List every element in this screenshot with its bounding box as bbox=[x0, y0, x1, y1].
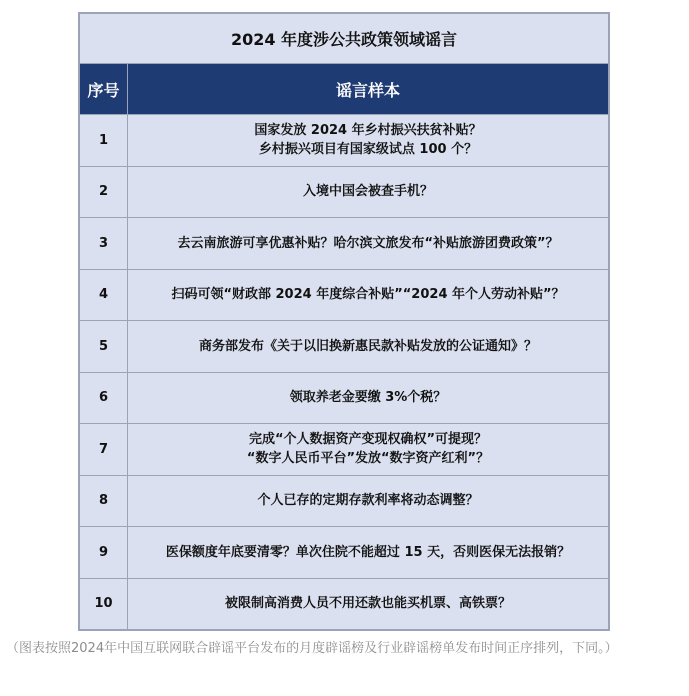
row-sample bbox=[128, 115, 609, 167]
row-number: 8 bbox=[80, 475, 128, 527]
table-row bbox=[80, 218, 609, 270]
table-row bbox=[80, 166, 609, 218]
row-sample bbox=[128, 321, 609, 373]
header-sample: 谣言样本 bbox=[128, 64, 609, 115]
row-number: 5 bbox=[80, 321, 128, 373]
sample-line: 医保额度年底要清零？单次住院不能超过 15 天，否则医保无法报销？ bbox=[165, 544, 571, 560]
row-sample bbox=[128, 166, 609, 218]
table-row bbox=[80, 321, 609, 373]
sample-line: 国家发放 2024 年乡村振兴扶贫补贴？ bbox=[254, 123, 482, 139]
rumor-table bbox=[79, 13, 609, 630]
row-number: 7 bbox=[80, 424, 128, 476]
row-number: 10 bbox=[80, 578, 128, 630]
table-caption: （图表按照2024年中国互联网联合辟谣平台发布的月度辟谣榜及行业辟谣榜单发布时间正序排列，下同。） bbox=[6, 641, 618, 656]
sample-line: 入境中国会被查手机？ bbox=[302, 184, 433, 200]
table-body bbox=[80, 115, 609, 630]
row-number: 2 bbox=[80, 166, 128, 218]
row-sample bbox=[128, 578, 609, 630]
sample-line: “数字人民币平台”发放“数字资产红利”？ bbox=[246, 451, 490, 467]
table-row bbox=[80, 372, 609, 424]
table-row bbox=[80, 269, 609, 321]
sample-line: 领取养老金要缴 3%个税？ bbox=[289, 390, 447, 406]
sample-line: 个人已存的定期存款利率将动态调整？ bbox=[257, 493, 479, 509]
row-sample bbox=[128, 372, 609, 424]
table-title: 2024 年度涉公共政策领域谣言 bbox=[80, 14, 609, 64]
sample-line: 被限制高消费人员不用还款也能买机票、高铁票？ bbox=[224, 596, 511, 612]
row-number: 1 bbox=[80, 115, 128, 167]
row-sample bbox=[128, 424, 609, 476]
sample-line: 去云南旅游可享优惠补贴？哈尔滨文旅发布“补贴旅游团费政策”？ bbox=[177, 235, 559, 251]
row-sample bbox=[128, 475, 609, 527]
sample-line: 完成“个人数据资产变现权确权”可提现？ bbox=[248, 432, 488, 448]
row-sample bbox=[128, 527, 609, 579]
table-row bbox=[80, 527, 609, 579]
sample-line: 乡村振兴项目有国家级试点 100 个？ bbox=[258, 142, 478, 158]
row-number: 6 bbox=[80, 372, 128, 424]
row-number: 4 bbox=[80, 269, 128, 321]
table-row bbox=[80, 424, 609, 476]
header-number: 序号 bbox=[80, 64, 128, 115]
table-row bbox=[80, 475, 609, 527]
rumor-table-container bbox=[78, 12, 610, 631]
row-number: 3 bbox=[80, 218, 128, 270]
row-number: 9 bbox=[80, 527, 128, 579]
table-header-row bbox=[80, 64, 609, 115]
row-sample bbox=[128, 269, 609, 321]
table-row bbox=[80, 115, 609, 167]
row-sample bbox=[128, 218, 609, 270]
sample-line: 商务部发布《关于以旧换新惠民款补贴发放的公证通知》？ bbox=[198, 338, 537, 354]
sample-line: 扫码可领“财政部 2024 年度综合补贴”“2024 年个人劳动补贴”？ bbox=[171, 287, 565, 303]
table-row bbox=[80, 578, 609, 630]
